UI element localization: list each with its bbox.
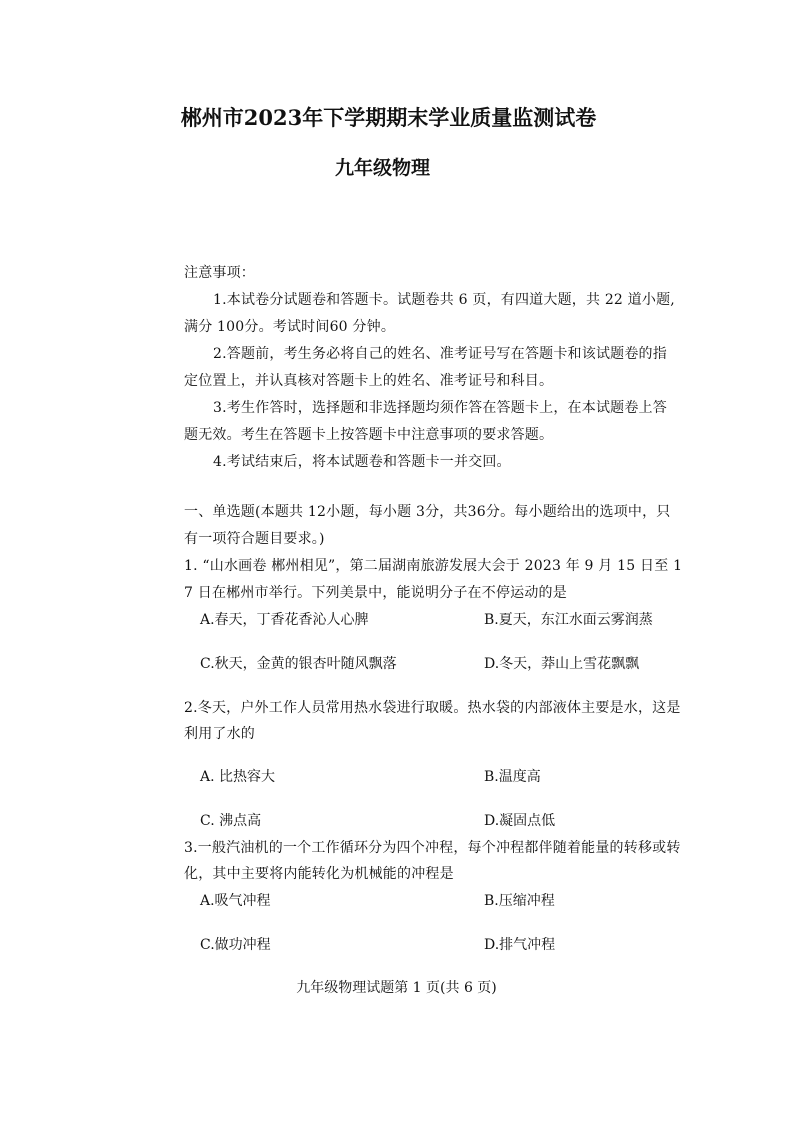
- notice-line: 3.考生作答时，选择题和非选择题均须作答在答题卡上，在本试题卷上答: [213, 400, 667, 416]
- question-option: B.压缩冲程: [484, 893, 555, 909]
- notice-line: 2.答题前，考生务必将自己的姓名、准考证号写在答题卡和该试题卷的指: [213, 346, 667, 362]
- question-stem: 3.一般汽油机的一个工作循环分为四个冲程，每个冲程都伴随着能量的转移或转: [184, 840, 681, 856]
- notice-line: 定位置上，并认真核对答题卡上的姓名、准考证号和科目。: [184, 373, 554, 389]
- notice-line: 满分 100分。考试时间60 分钟。: [184, 319, 396, 335]
- question-option: A.吸气冲程: [200, 893, 271, 909]
- notice-line: 题无效。考生在答题卡上按答题卡中注意事项的要求答题。: [184, 427, 554, 443]
- question-stem: 7 日在郴州市举行。下列美景中，能说明分子在不停运动的是: [184, 585, 567, 601]
- section-heading: 一、单选题(本题共 12小题，每小题 3分，共36分。每小题给出的选项中，只: [184, 504, 671, 520]
- question-stem: 1. “山水画卷 郴州相见”，第二届湖南旅游发展大会于 2023 年 9 月 15 日至 1: [184, 558, 683, 574]
- question-stem: 2.冬天，户外工作人员常用热水袋进行取暖。热水袋的内部液体主要是水，这是: [184, 700, 681, 716]
- question-stem: 化，其中主要将内能转化为机械能的冲程是: [184, 866, 454, 882]
- question-option: B.温度高: [484, 769, 541, 785]
- notice-heading: 注意事项：: [184, 265, 255, 281]
- question-option: B.夏天，东江水面云雾润蒸: [484, 612, 653, 628]
- question-option: A.春天，丁香花香沁人心脾: [200, 612, 369, 628]
- question-option: A. 比热容大: [200, 769, 276, 785]
- question-option: D.冬天，莽山上雪花飘飘: [484, 656, 640, 672]
- question-option: C. 沸点高: [200, 813, 262, 829]
- question-option: C.做功冲程: [200, 937, 271, 953]
- question-stem: 利用了水的: [184, 726, 255, 742]
- page-footer: 九年级物理试题第 1 页(共 6 页): [296, 980, 497, 996]
- section-heading: 有一项符合题目要求。): [184, 531, 325, 547]
- question-option: D.排气冲程: [484, 937, 556, 953]
- notice-line: 4.考试结束后，将本试题卷和答题卡一并交回。: [213, 454, 511, 470]
- question-option: C.秋天，金黄的银杏叶随风飘落: [200, 656, 397, 672]
- exam-title: 郴州市2023年下学期期末学业质量监测试卷: [180, 105, 597, 130]
- notice-line: 1.本试卷分试题卷和答题卡。试题卷共 6 页，有四道大题，共 22 道小题,: [213, 292, 675, 308]
- exam-subject: 九年级物理: [334, 157, 430, 179]
- question-option: D.凝固点低: [484, 813, 556, 829]
